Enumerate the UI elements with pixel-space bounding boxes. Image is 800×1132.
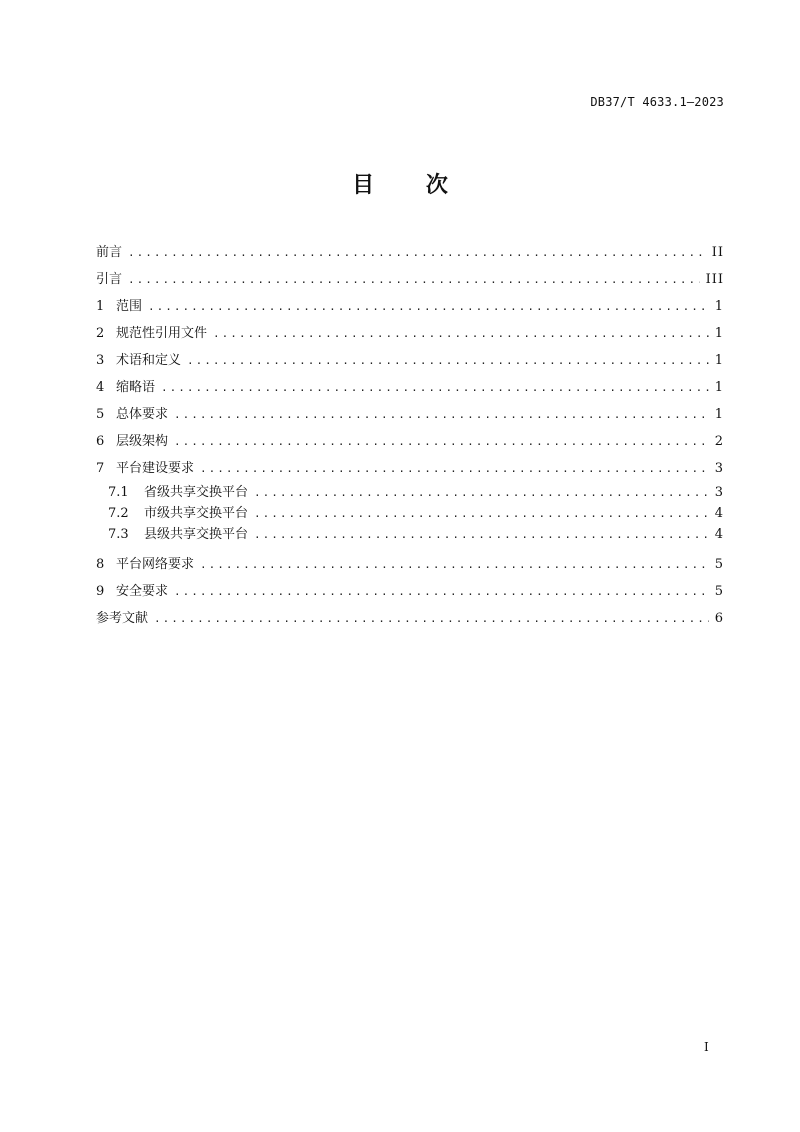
toc-dot-leader (187, 347, 709, 374)
toc-dot-leader (128, 266, 700, 293)
toc-entry[interactable] (96, 347, 724, 374)
toc-dot-leader (200, 455, 709, 482)
toc-entry[interactable] (96, 401, 724, 428)
page-title: 目 次 (352, 173, 470, 198)
toc-entry-page: 3 (714, 485, 724, 500)
toc-entry[interactable] (96, 428, 724, 455)
toc-entry-number: 7.1 (108, 485, 129, 500)
toc-entry-label: 平台建设要求 (116, 461, 195, 476)
toc-entry-label: 市级共享交换平台 (144, 506, 249, 521)
toc-dot-leader (154, 605, 709, 632)
toc-entry-label: 县级共享交换平台 (144, 527, 249, 542)
toc-entry-label: 安全要求 (116, 584, 169, 599)
toc-entry-number: 3 (96, 353, 105, 368)
toc-entry-number: 7.2 (108, 506, 129, 521)
toc-entry-page: 1 (714, 407, 724, 422)
toc-entry[interactable] (96, 503, 724, 524)
toc-entry-label: 范围 (116, 299, 143, 314)
toc-dot-leader (174, 428, 709, 455)
toc-entry-page: 5 (714, 557, 724, 572)
toc-dot-leader (213, 320, 709, 347)
toc-entry-label: 总体要求 (116, 407, 169, 422)
toc-entry[interactable] (96, 374, 724, 401)
toc-entry[interactable] (96, 482, 724, 503)
toc-entry[interactable] (96, 239, 724, 266)
toc-dot-leader (148, 293, 709, 320)
toc-entry-label: 规范性引用文件 (116, 326, 208, 341)
toc-entry-number: 1 (96, 299, 105, 314)
toc-entry-number: 8 (96, 557, 105, 572)
toc-entry-page: 2 (714, 434, 724, 449)
toc-entry-label: 术语和定义 (116, 353, 182, 368)
toc-dot-leader (174, 401, 709, 428)
toc-entry[interactable] (96, 320, 724, 347)
toc-entry-number: 5 (96, 407, 105, 422)
toc-entry-page: 3 (714, 461, 724, 476)
toc-entry-page: 5 (714, 584, 724, 599)
toc-entry-number: 9 (96, 584, 105, 599)
toc-entry-number: 4 (96, 380, 105, 395)
toc-dot-leader (200, 551, 709, 578)
toc-entry[interactable] (96, 605, 724, 632)
toc-entry[interactable] (96, 578, 724, 605)
toc-entry-number: 7.3 (108, 527, 129, 542)
toc-entry-label: 前言 (96, 245, 123, 260)
toc-entry-page: 1 (714, 326, 724, 341)
toc-entry[interactable] (96, 266, 724, 293)
table-of-contents (96, 239, 724, 632)
toc-dot-leader (254, 524, 709, 545)
toc-dot-leader (174, 578, 709, 605)
toc-dot-leader (161, 374, 709, 401)
toc-entry-page: 1 (714, 353, 724, 368)
toc-entry[interactable] (96, 551, 724, 578)
toc-entry-page: 6 (714, 611, 724, 626)
toc-entry-page: 4 (714, 506, 724, 521)
document-code: DB37/T 4633.1—2023 (590, 95, 724, 109)
toc-entry-label: 层级架构 (116, 434, 169, 449)
toc-entry-label: 参考文献 (96, 611, 149, 626)
toc-entry-label: 平台网络要求 (116, 557, 195, 572)
toc-entry-page: III (705, 272, 724, 287)
toc-entry-label: 引言 (96, 272, 123, 287)
toc-dot-leader (254, 482, 709, 503)
toc-entry-number: 7 (96, 461, 105, 476)
toc-entry-page: 1 (714, 380, 724, 395)
toc-entry[interactable] (96, 524, 724, 545)
toc-entry-label: 省级共享交换平台 (144, 485, 249, 500)
toc-dot-leader (254, 503, 709, 524)
toc-entry-page: 4 (714, 527, 724, 542)
toc-entry-page: II (711, 245, 724, 260)
toc-dot-leader (128, 239, 706, 266)
toc-entry-label: 缩略语 (116, 380, 156, 395)
page-number: I (704, 1040, 709, 1054)
toc-entry[interactable] (96, 455, 724, 482)
toc-entry[interactable] (96, 293, 724, 320)
toc-entry-number: 6 (96, 434, 105, 449)
toc-entry-page: 1 (714, 299, 724, 314)
toc-entry-number: 2 (96, 326, 105, 341)
